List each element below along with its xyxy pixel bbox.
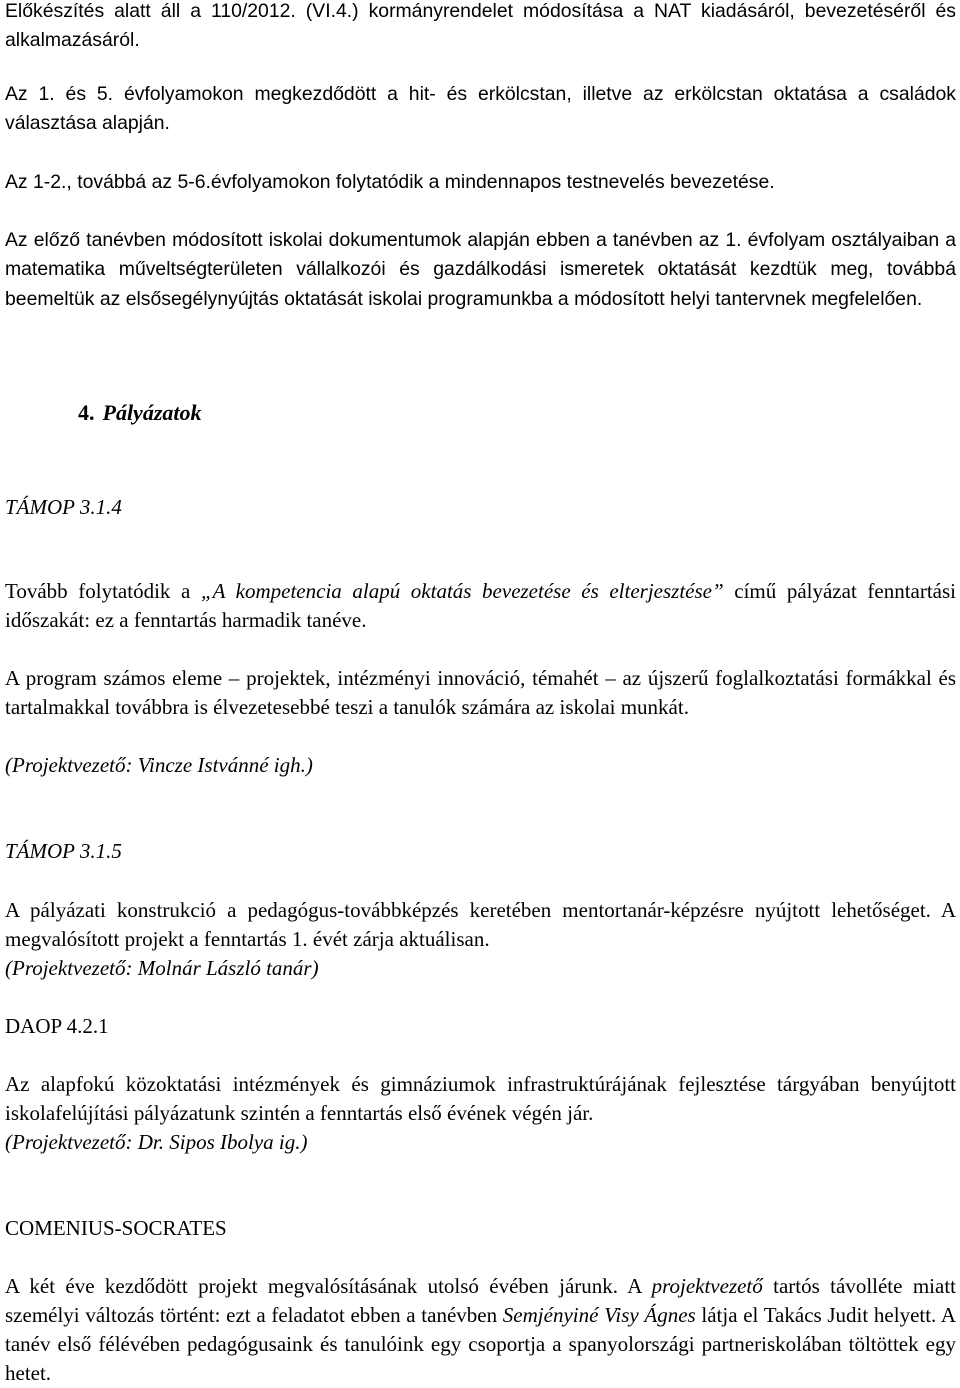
intro-paragraph-nat: Előkészítés alatt áll a 110/2012. (VI.4.) kormányrendelet módosítása a NAT kiadásáról, bevezetéséről és alkalmazásáról.: [5, 0, 956, 52]
comenius-paragraph: A két éve kezdődött projekt megvalósításának utolsó évében járunk. A projektvezető tartós távolléte miatt személyi változás történt: ezt a feladatot ebben a tanévben Semjényiné Visy Ágnes látja el Takács Judit helyett. A tanév első félévében pedagógusaink és tanulóink egy csoportja a spanyolországi partneriskolában töltöttek egy hetet.: [5, 1274, 956, 1386]
project-title: „A kompetencia alapú oktatás bevezetése és elterjesztése”: [200, 579, 724, 603]
daop-heading: DAOP 4.2.1: [5, 1014, 109, 1038]
tamop-314-paragraph: Tovább folytatódik a „A kompetencia alapú oktatás bevezetése és elterjesztése” című pályázat fenntartási időszakát: ez a fenntartás harmadik tanéve.: [5, 579, 957, 633]
intro-paragraph-curriculum: Az előző tanévben módosított iskolai dokumentumok alapján ebben a tanévben az 1. évfolyam osztályaiban a matematika műveltségterületen vállalkozói és gazdálkodási ismeretek oktatását kezdtük meg, továbbá beemeltük az elsősegélynyújtás oktatását iskolai programunkba a módosított helyi tantervnek megfelelően.: [5, 229, 956, 310]
tamop-315-paragraph: A pályázati konstrukció a pedagógus-továbbképzés keretében mentortanár-képzésre nyújtott lehetőséget. A megvalósított projekt a fenntartás 1. évét zárja aktuálisan.: [5, 898, 956, 952]
daop-leader: (Projektvezető: Dr. Sipos Ibolya ig.): [5, 1130, 308, 1154]
daop-paragraph: Az alapfokú közoktatási intézmények és gimnáziumok infrastruktúrájának fejlesztése tárgyában benyújtott iskolafelújítási pályázatunk szintén a fenntartás első évének végén jár.: [5, 1072, 956, 1126]
intro-paragraph-ethics: Az 1. és 5. évfolyamokon megkezdődött a hit- és erkölcstan, illetve az erkölcstan oktatása a családok választása alapján.: [5, 83, 956, 135]
tamop-314-program-paragraph: A program számos eleme – projektek, intézményi innováció, témahét – az újszerű foglalkoztatási formákkal és tartalmakkal továbbra is élvezetesebbé teszi a tanulók számára az iskolai munkát.: [5, 666, 956, 720]
section-title: Pályázatok: [102, 400, 202, 425]
tamop-314-heading: TÁMOP 3.1.4: [5, 495, 122, 519]
intro-paragraph-pe: Az 1-2., továbbá az 5-6.évfolyamokon folytatódik a mindennapos testnevelés bevezetése.: [5, 171, 775, 193]
tamop-315-heading: TÁMOP 3.1.5: [5, 839, 122, 863]
tamop-315-leader: (Projektvezető: Molnár László tanár): [5, 956, 319, 980]
comenius-heading: COMENIUS-SOCRATES: [5, 1216, 227, 1240]
section-heading: [78, 400, 202, 426]
tamop-314-leader: (Projektvezető: Vincze Istvánné igh.): [5, 753, 313, 777]
section-number: 4.: [78, 400, 95, 425]
